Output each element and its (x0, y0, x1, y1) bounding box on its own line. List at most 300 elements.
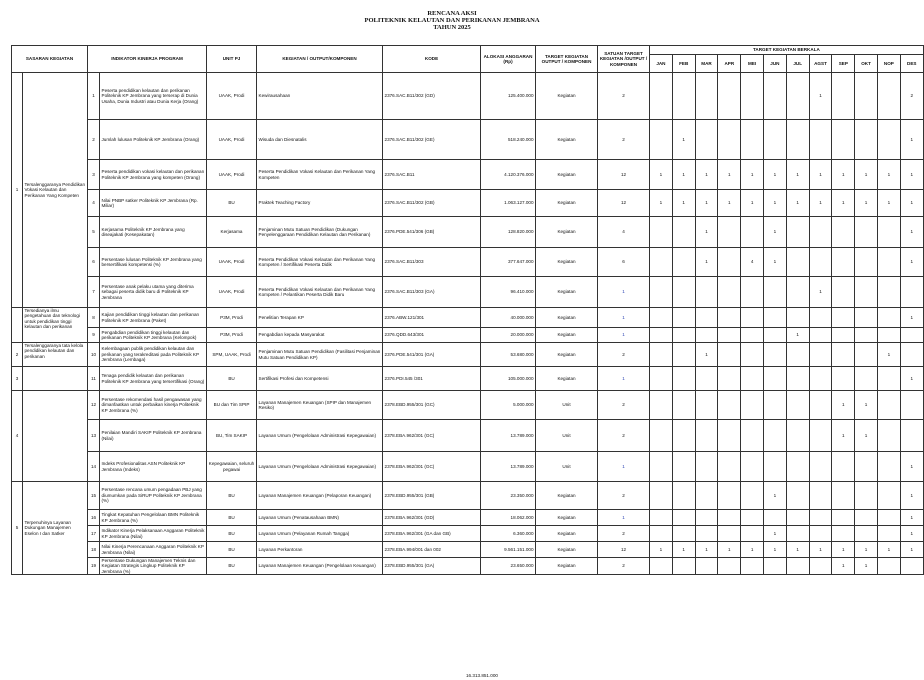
month-cell: 1 (695, 343, 718, 367)
month-cell (764, 391, 787, 420)
target-cell: Kegiatan (536, 308, 598, 328)
month-cell: 1 (900, 217, 923, 248)
target-cell: Kegiatan (536, 120, 598, 160)
month-cell (695, 420, 718, 452)
month-header: OKT (855, 55, 878, 73)
month-cell (741, 510, 764, 526)
unit-cell: Kepegawaian, seluruh pegawai (207, 452, 257, 482)
month-cell: 1 (786, 328, 809, 343)
satuan-cell: 1 (598, 510, 650, 526)
kode-cell: 2376.PDE.541/301 (GA) (383, 343, 481, 367)
col-berkala: TARGET KEGIATAN BERKALA (650, 46, 924, 55)
unit-cell: P3M, Prodi (207, 308, 257, 328)
indikator-cell: Peserta pendidikan kelautan dan perikanan Politeknik KP Jembrana yang terserap di Dunia Usaha, Dunia Industri atau Dunia Kerja (Orang) (100, 73, 207, 120)
month-cell (650, 452, 673, 482)
month-cell: 1 (809, 277, 832, 308)
month-cell (695, 120, 718, 160)
month-cell (650, 308, 673, 328)
month-cell (877, 73, 900, 120)
month-cell (900, 558, 923, 575)
month-cell: 2 (900, 73, 923, 120)
month-cell: 1 (695, 217, 718, 248)
alokasi-cell: 377.647.000 (481, 248, 536, 277)
row-number: 9 (88, 328, 100, 343)
month-cell (855, 510, 878, 526)
month-cell: 1 (650, 542, 673, 558)
month-cell (695, 391, 718, 420)
row-number: 1 (88, 73, 100, 120)
month-cell (650, 328, 673, 343)
table-row (12, 526, 924, 542)
month-cell (786, 308, 809, 328)
month-cell: 1 (855, 391, 878, 420)
month-cell (809, 420, 832, 452)
month-cell: 1 (855, 190, 878, 217)
satuan-cell: 2 (598, 343, 650, 367)
kegiatan-cell: Sertifikasi Profesi dan Kompetensi (257, 367, 383, 391)
unit-cell: P3M, Prodi (207, 328, 257, 343)
month-cell (650, 482, 673, 510)
month-cell: 1 (832, 391, 855, 420)
month-cell (809, 343, 832, 367)
month-cell (672, 391, 695, 420)
month-header: SEP (832, 55, 855, 73)
month-cell (786, 510, 809, 526)
month-cell (718, 328, 741, 343)
month-cell (650, 420, 673, 452)
month-cell (718, 73, 741, 120)
unit-cell: BU (207, 526, 257, 542)
month-cell (695, 452, 718, 482)
unit-cell: UAAK, Prodi (207, 248, 257, 277)
indikator-cell: Nilai Kinerja Perencanaan Anggaran Politeknik KP Jembrana (Nilai) (100, 542, 207, 558)
kegiatan-cell: Peserta Pendidikan Vokasi Kelautan dan Perikanan Yang Kompeten / Sertifikasi Peserta Didik (257, 248, 383, 277)
month-cell (718, 558, 741, 575)
kegiatan-cell: Penjaminan Mutu Satuan Pendidikan (Dukungan Penyelenggaraan Pendidikan Kelautan dan Perikanan) (257, 217, 383, 248)
indikator-cell: Persentase rekomendasi hasil pengawasan yang dimanfaatkan untuk perbaikan kinerja Politeknik KP Jembrana (%) (100, 391, 207, 420)
table-row (12, 558, 924, 575)
indikator-cell: Persentase rencana umum pengadaan PBJ yang diumumkan pada SiRUP Politeknik KP Jembrana (%) (100, 482, 207, 510)
month-cell (855, 277, 878, 308)
month-cell: 1 (718, 542, 741, 558)
table-row (12, 452, 924, 482)
month-cell: 1 (900, 526, 923, 542)
kegiatan-cell: Layanan Manajemen Keuangan (Pengelolaan Keuangan) (257, 558, 383, 575)
month-cell (809, 328, 832, 343)
month-cell: 1 (695, 190, 718, 217)
alokasi-cell: 105.000.000 (481, 367, 536, 391)
month-cell: 1 (718, 190, 741, 217)
month-cell (650, 367, 673, 391)
indikator-cell: Kajian pendidikan tinggi kelautan dan perikanan Politeknik KP Jembrana (Paket) (100, 308, 207, 328)
month-cell (764, 73, 787, 120)
month-cell: 4 (741, 248, 764, 277)
month-cell (764, 120, 787, 160)
month-cell (877, 308, 900, 328)
row-number: 18 (88, 542, 100, 558)
kode-cell: 2378.EBA.962/301 (GC) (383, 420, 481, 452)
alokasi-cell: 5.000.000 (481, 391, 536, 420)
month-cell (764, 558, 787, 575)
month-cell: 1 (786, 542, 809, 558)
month-cell (855, 452, 878, 482)
month-cell (809, 558, 832, 575)
month-cell: 1 (695, 160, 718, 190)
month-cell: 1 (877, 343, 900, 367)
indikator-cell: Nilai PNBP satker Politeknik KP Jembrana (Rp. Miliar) (100, 190, 207, 217)
month-cell: 1 (672, 160, 695, 190)
month-cell: 1 (786, 160, 809, 190)
month-cell (855, 120, 878, 160)
month-cell: 1 (764, 526, 787, 542)
month-cell (695, 73, 718, 120)
group-number: 2 (12, 343, 23, 367)
table-row (12, 510, 924, 526)
month-cell: 1 (832, 558, 855, 575)
month-cell (741, 308, 764, 328)
month-cell: 1 (695, 248, 718, 277)
month-cell (672, 343, 695, 367)
month-cell (832, 277, 855, 308)
month-cell (672, 367, 695, 391)
month-cell: 1 (855, 558, 878, 575)
alokasi-cell: 6.360.000 (481, 526, 536, 542)
month-cell: 1 (900, 542, 923, 558)
satuan-cell: 1 (598, 277, 650, 308)
month-header: AGST (809, 55, 832, 73)
row-number: 4 (88, 190, 100, 217)
satuan-cell: 2 (598, 526, 650, 542)
target-cell: Kegiatan (536, 73, 598, 120)
kode-cell: 2376.PDI.545 /301 (383, 367, 481, 391)
col-satuan: SATUAN TARGET KEGIATAN /OUTPUT / KOMPONEN (598, 46, 650, 73)
month-cell: 1 (855, 542, 878, 558)
month-cell: 1 (900, 308, 923, 328)
table-row (12, 391, 924, 420)
month-cell (855, 328, 878, 343)
target-cell: Kegiatan (536, 510, 598, 526)
satuan-cell: 1 (598, 308, 650, 328)
month-cell (809, 248, 832, 277)
kegiatan-cell: Layanan Manajemen Keuangan (SPIP dan Manajemen Resiko) (257, 391, 383, 420)
month-cell (650, 526, 673, 542)
month-header: MAR (695, 55, 718, 73)
month-cell (718, 277, 741, 308)
month-cell (672, 452, 695, 482)
kode-cell: 2378.EBD.955/301 (GB) (383, 482, 481, 510)
month-cell: 1 (900, 367, 923, 391)
month-cell (741, 452, 764, 482)
month-cell (855, 367, 878, 391)
month-cell (832, 308, 855, 328)
alokasi-cell: 128.820.000 (481, 217, 536, 248)
month-cell (877, 510, 900, 526)
month-cell (741, 277, 764, 308)
month-cell (809, 391, 832, 420)
month-cell (672, 558, 695, 575)
month-cell (900, 343, 923, 367)
table-row (12, 120, 924, 160)
doc-title: RENCANA AKSI (427, 10, 477, 17)
month-cell (672, 510, 695, 526)
month-cell: 1 (900, 482, 923, 510)
group-number: 4 (12, 391, 23, 482)
target-cell: Kegiatan (536, 217, 598, 248)
group-sasaran: Terpenuhinya Layanan Dukungan Manajemen Eselon I dan Satker (23, 482, 88, 575)
month-cell (786, 73, 809, 120)
row-number: 14 (88, 452, 100, 482)
indikator-cell: Kerjasama Politeknik KP Jembrana yang diseajakati (Kesepakatan) (100, 217, 207, 248)
target-cell: Unit (536, 420, 598, 452)
month-cell (741, 558, 764, 575)
month-cell (809, 308, 832, 328)
month-cell (718, 217, 741, 248)
month-cell: 1 (718, 160, 741, 190)
row-number: 10 (88, 343, 100, 367)
satuan-cell: 2 (598, 391, 650, 420)
month-cell (741, 391, 764, 420)
month-cell (650, 277, 673, 308)
satuan-cell: 2 (598, 73, 650, 120)
month-cell (786, 452, 809, 482)
kode-cell: 2376.SAC.B11/302 (GD) (383, 73, 481, 120)
kode-cell: 2376.QDD.643/301 (383, 328, 481, 343)
month-cell (877, 120, 900, 160)
month-cell (832, 510, 855, 526)
row-number: 3 (88, 160, 100, 190)
month-header: DES (900, 55, 923, 73)
satuan-cell: 6 (598, 248, 650, 277)
month-cell: 1 (764, 190, 787, 217)
month-cell (900, 277, 923, 308)
target-cell: Kegiatan (536, 558, 598, 575)
month-cell (900, 328, 923, 343)
month-cell: 1 (832, 542, 855, 558)
col-kode: KODE (383, 46, 481, 73)
month-cell (855, 526, 878, 542)
month-cell (809, 217, 832, 248)
month-cell: 1 (741, 160, 764, 190)
month-cell (672, 328, 695, 343)
month-header: JUL (786, 55, 809, 73)
month-cell (877, 248, 900, 277)
kegiatan-cell: Praktek Teaching Factory (257, 190, 383, 217)
kode-cell: 2376.PDE.541/306 (GB) (383, 217, 481, 248)
alokasi-cell: 96.410.000 (481, 277, 536, 308)
month-cell (672, 526, 695, 542)
group-number: 5 (12, 482, 23, 575)
month-cell (855, 248, 878, 277)
rencana-aksi-table (11, 45, 924, 575)
month-cell: 1 (855, 160, 878, 190)
month-cell (650, 217, 673, 248)
month-cell (832, 120, 855, 160)
kode-cell: 2378.EBA.962/301 (GC) (383, 452, 481, 482)
month-cell: 1 (764, 542, 787, 558)
group-sasaran (23, 391, 88, 482)
month-cell: 1 (672, 542, 695, 558)
indikator-cell: Kelembagaan publik pendidikan kelautan dan perikanan yang terakreditasi pada Politeknik KP Jembrana (Lembaga) (100, 343, 207, 367)
kegiatan-cell: Layanan Umum (Pengelolaan Administrasi Kepegawaian) (257, 420, 383, 452)
month-cell (786, 217, 809, 248)
col-sasaran: SASARAN KEGIATAN (12, 46, 88, 73)
kegiatan-cell: Layanan Umum (Pelayanan Rumah Tangga) (257, 526, 383, 542)
satuan-cell: 2 (598, 420, 650, 452)
table-row (12, 328, 924, 343)
row-number: 13 (88, 420, 100, 452)
month-cell (832, 328, 855, 343)
month-cell: 1 (741, 190, 764, 217)
month-cell (809, 482, 832, 510)
satuan-cell: 2 (598, 120, 650, 160)
table-row (12, 277, 924, 308)
kegiatan-cell: Layanan Manajemen Keuangan (Pelaporan Keuangan) (257, 482, 383, 510)
month-cell (786, 248, 809, 277)
month-cell: 1 (650, 160, 673, 190)
kode-cell: 2378.EBA.994/001 dan 002 (383, 542, 481, 558)
month-cell: 1 (809, 160, 832, 190)
kegiatan-cell: Peserta Pendidikan Vokasi Kelautan dan Perikanan Yang Kompeten / Pelantikan Peserta Didik Baru (257, 277, 383, 308)
satuan-cell: 1 (598, 328, 650, 343)
month-cell (650, 120, 673, 160)
month-cell (877, 526, 900, 542)
month-cell (672, 73, 695, 120)
group-sasaran: Tersalenggaranya tata kelola pendidikan kelautan dan perikanan (23, 343, 88, 367)
month-cell (877, 420, 900, 452)
table-row (12, 190, 924, 217)
alokasi-cell: 23.350.000 (481, 482, 536, 510)
alokasi-cell: 53.680.000 (481, 343, 536, 367)
month-cell (786, 391, 809, 420)
month-cell: 1 (855, 420, 878, 452)
indikator-cell: Peserta pendidikan vokasi kelautan dan perikanan Politeknik KP Jembrana yang kompeten (Orang) (100, 160, 207, 190)
month-cell: 1 (900, 120, 923, 160)
month-cell (718, 367, 741, 391)
month-cell (877, 391, 900, 420)
month-cell (764, 452, 787, 482)
month-cell (786, 343, 809, 367)
month-cell (786, 558, 809, 575)
unit-cell: Kerjasama (207, 217, 257, 248)
row-number: 15 (88, 482, 100, 510)
row-number: 2 (88, 120, 100, 160)
indikator-cell: Indikator Kinerja Pelaksanaan Anggaran Politeknik KP Jembrana (Nilai) (100, 526, 207, 542)
month-cell (695, 277, 718, 308)
month-cell (877, 558, 900, 575)
month-cell: 1 (877, 160, 900, 190)
month-cell: 1 (672, 190, 695, 217)
month-cell (877, 328, 900, 343)
month-cell (650, 248, 673, 277)
month-cell: 1 (764, 160, 787, 190)
col-unit: UNIT PJ (207, 46, 257, 73)
month-cell (718, 510, 741, 526)
target-cell: Unit (536, 391, 598, 420)
month-cell (695, 510, 718, 526)
month-cell (832, 217, 855, 248)
target-cell: Unit (536, 452, 598, 482)
month-cell: 1 (650, 190, 673, 217)
kode-cell: 2378.EBD.955/301 (GA) (383, 558, 481, 575)
alokasi-cell: 13.789.000 (481, 420, 536, 452)
alokasi-cell: 40.000.000 (481, 308, 536, 328)
unit-cell: BU (207, 482, 257, 510)
satuan-cell: 12 (598, 190, 650, 217)
month-cell (672, 308, 695, 328)
unit-cell: BU (207, 190, 257, 217)
month-cell (695, 328, 718, 343)
month-cell (741, 217, 764, 248)
month-cell (786, 420, 809, 452)
kegiatan-cell: Peserta Pendidikan Vokasi Kelautan dan Perikanan Yang Kompeten (257, 160, 383, 190)
table-row (12, 420, 924, 452)
month-cell (764, 308, 787, 328)
table-row (12, 308, 924, 328)
month-header: JAN (650, 55, 673, 73)
month-cell (877, 482, 900, 510)
unit-cell: BU (207, 542, 257, 558)
month-cell (832, 248, 855, 277)
month-cell (877, 367, 900, 391)
month-cell (741, 420, 764, 452)
kegiatan-cell: Layanan Perkantoran (257, 542, 383, 558)
alokasi-cell: 1.063.127.000 (481, 190, 536, 217)
table-row (12, 248, 924, 277)
month-cell: 1 (764, 248, 787, 277)
month-cell (786, 277, 809, 308)
month-cell (695, 482, 718, 510)
month-cell: 1 (900, 510, 923, 526)
indikator-cell: Tingkat Kepatuhan Pengelolaan BMN Politeknik KP Jembrana (%) (100, 510, 207, 526)
month-cell (718, 248, 741, 277)
month-cell: 1 (877, 542, 900, 558)
unit-cell: BU, Tim SAKIP (207, 420, 257, 452)
month-cell (786, 120, 809, 160)
month-header: NOP (877, 55, 900, 73)
unit-cell: UAAK, Prodi (207, 120, 257, 160)
indikator-cell: Penilaian Mandiri SAKIP Politeknik KP Jembrana (Nilai) (100, 420, 207, 452)
month-cell (855, 343, 878, 367)
month-cell (672, 420, 695, 452)
unit-cell: UAAK, Prodi (207, 160, 257, 190)
table-row (12, 343, 924, 367)
kode-cell: 2376.ABW.121/301 (383, 308, 481, 328)
col-target-output: TARGET KEGIATAN OUTPUT / KOMPONEN (536, 46, 598, 73)
month-cell (672, 277, 695, 308)
unit-cell: BU (207, 510, 257, 526)
unit-cell: BU dan Tim SPIP (207, 391, 257, 420)
kode-cell: 2378.EBD.955/301 (GC) (383, 391, 481, 420)
month-cell: 1 (695, 542, 718, 558)
kode-cell: 2376.SAC.B11/302 (GE) (383, 120, 481, 160)
target-cell: Kegiatan (536, 482, 598, 510)
target-cell: Kegiatan (536, 367, 598, 391)
doc-year: TAHUN 2025 (433, 24, 471, 31)
month-cell (741, 328, 764, 343)
month-cell (672, 217, 695, 248)
satuan-cell: 2 (598, 558, 650, 575)
table-row (12, 367, 924, 391)
month-cell (695, 367, 718, 391)
satuan-cell: 1 (598, 367, 650, 391)
group-sasaran: Tersalenggaranya Pendidikan Vokasi Kelautan dan Perikanan Yang Kompeten (23, 73, 88, 308)
month-cell: 1 (809, 542, 832, 558)
unit-cell: UAAK, Prodi (207, 73, 257, 120)
month-cell (855, 308, 878, 328)
month-cell (741, 73, 764, 120)
row-number: 11 (88, 367, 100, 391)
month-cell (832, 73, 855, 120)
